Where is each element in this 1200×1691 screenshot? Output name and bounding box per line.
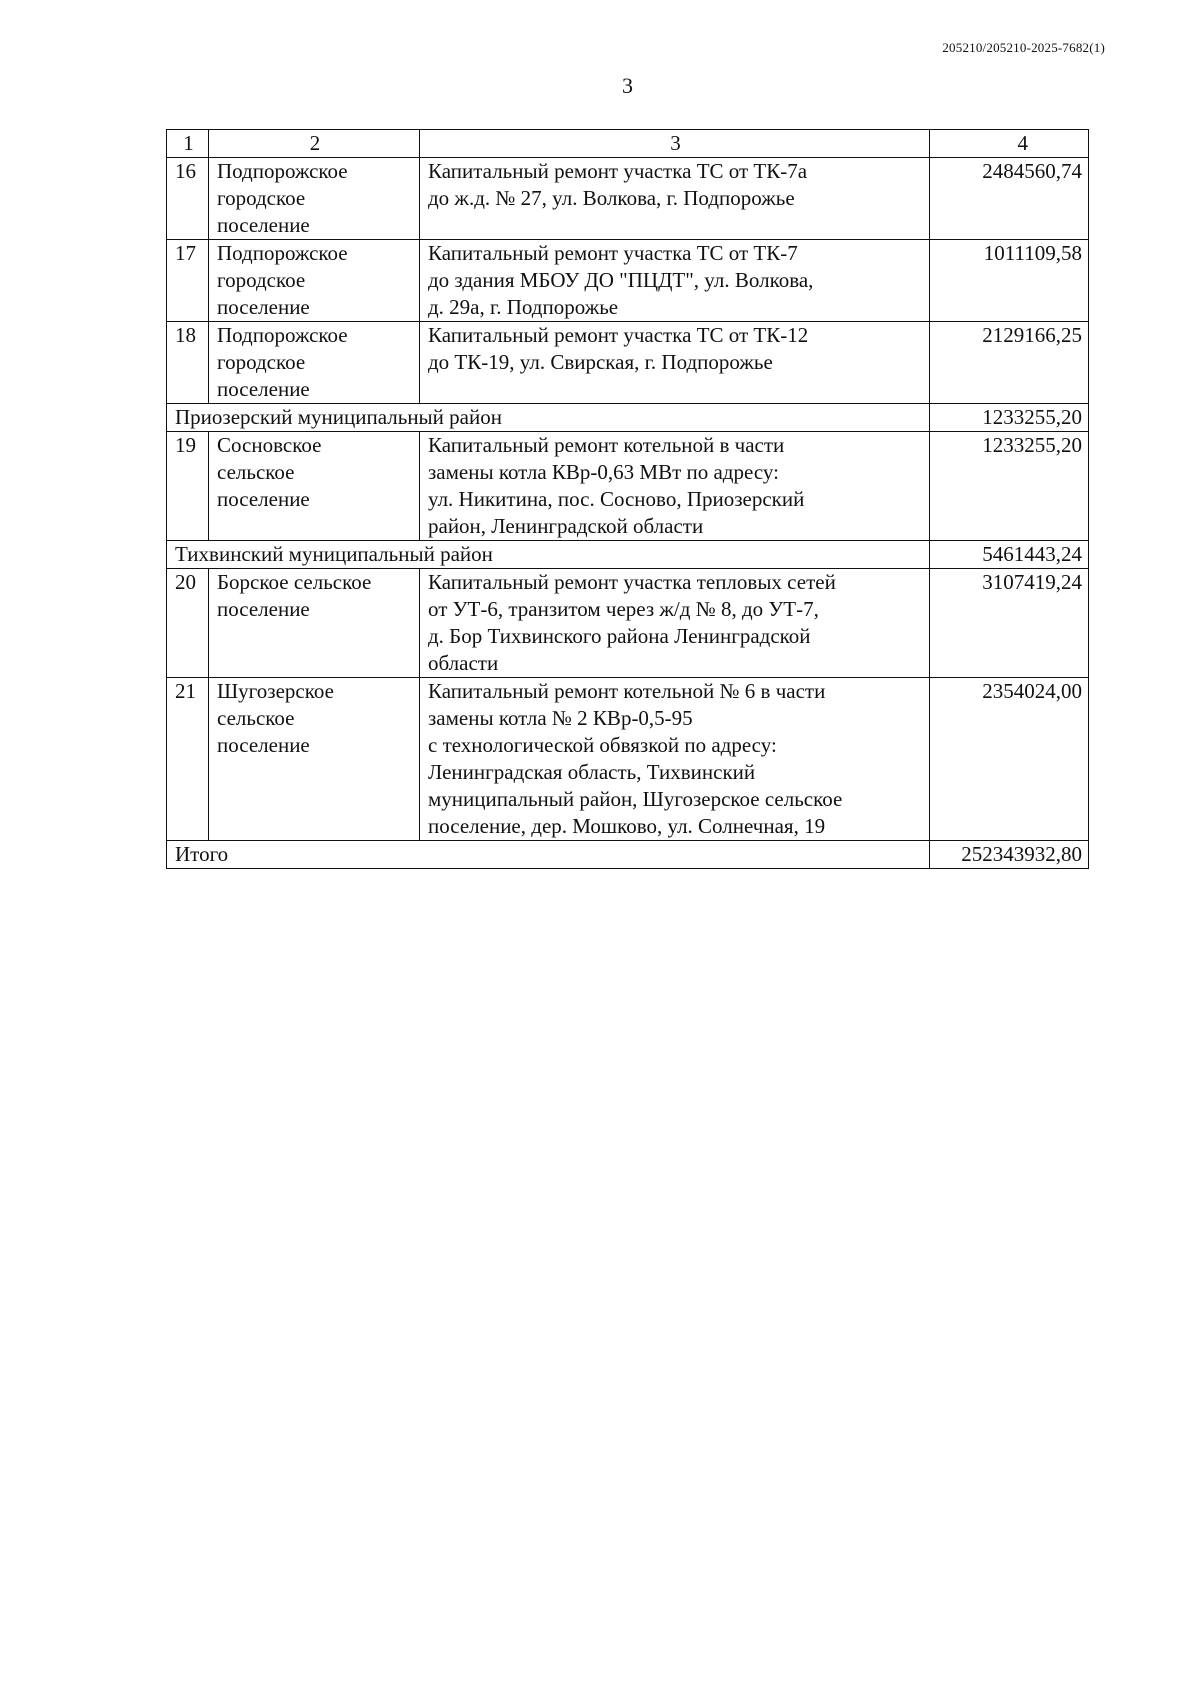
amount: 2354024,00 (930, 678, 1089, 841)
settlement-name: Подпорожское городское поселение (217, 323, 348, 401)
page-number: 3 (622, 73, 633, 98)
table-row (167, 569, 1089, 678)
settlement-name: Шугозерское сельское поселение (217, 679, 334, 757)
row-number: 21 (167, 678, 209, 841)
row-number: 20 (167, 569, 209, 678)
amount: 2129166,25 (930, 322, 1089, 404)
total-row (167, 841, 1089, 869)
district-amount: 5461443,24 (930, 541, 1089, 569)
work-description: Капитальный ремонт участка ТС от ТК-7 до здания МБОУ ДО "ПЦДТ", ул. Волкова, д. 29а, г. Подпорожье (428, 241, 814, 319)
total-amount: 252343932,80 (930, 841, 1089, 869)
row-number: 16 (167, 158, 209, 240)
work-description: Капитальный ремонт участка ТС от ТК-7а до ж.д. № 27, ул. Волкова, г. Подпорожье (428, 159, 808, 210)
row-number: 17 (167, 240, 209, 322)
row-number: 18 (167, 322, 209, 404)
table-row (167, 432, 1089, 541)
work-description: Капитальный ремонт участка ТС от ТК-12 до ТК-19, ул. Свирская, г. Подпорожье (428, 323, 809, 374)
group-row (167, 404, 1089, 432)
row-number: 19 (167, 432, 209, 541)
column-header-1: 1 (167, 130, 209, 158)
table-row (167, 322, 1089, 404)
settlement-name: Сосновское сельское поселение (217, 433, 322, 511)
district-title: Приозерский муниципальный район (167, 404, 930, 432)
column-header-3: 3 (420, 130, 930, 158)
amount: 2484560,74 (930, 158, 1089, 240)
total-label: Итого (167, 841, 930, 869)
table-row (167, 158, 1089, 240)
column-header-2: 2 (209, 130, 420, 158)
amount: 3107419,24 (930, 569, 1089, 678)
work-description: Капитальный ремонт участка тепловых сетей от УТ-6, транзитом через ж/д № 8, до УТ-7, д. Бор Тихвинского района Ленинградской области (428, 570, 836, 675)
group-row (167, 541, 1089, 569)
settlement-name: Подпорожское городское поселение (217, 241, 348, 319)
table-row (167, 240, 1089, 322)
work-description: Капитальный ремонт котельной в части замены котла КВр-0,63 МВт по адресу: ул. Никитина, пос. Сосново, Приозерский район, Ленинградской области (428, 433, 805, 538)
table-row (167, 678, 1089, 841)
amount: 1011109,58 (930, 240, 1089, 322)
settlement-name: Подпорожское городское поселение (217, 159, 348, 237)
document-id: 205210/205210-2025-7682(1) (942, 40, 1105, 55)
settlement-name: Борское сельское поселение (217, 570, 372, 621)
funding-table (166, 129, 1089, 869)
table-header-row (167, 130, 1089, 158)
table-body (167, 130, 1089, 869)
column-header-4: 4 (930, 130, 1089, 158)
district-title: Тихвинский муниципальный район (167, 541, 930, 569)
district-amount: 1233255,20 (930, 404, 1089, 432)
amount: 1233255,20 (930, 432, 1089, 541)
work-description: Капитальный ремонт котельной № 6 в части замены котла № 2 КВр-0,5-95 с технологической обвязкой по адресу: Ленинградская область, Тихвинский муниципальный район, Шугозерское сельское поселение, дер. Мошково, ул. Солнечная, 19 (428, 679, 843, 838)
